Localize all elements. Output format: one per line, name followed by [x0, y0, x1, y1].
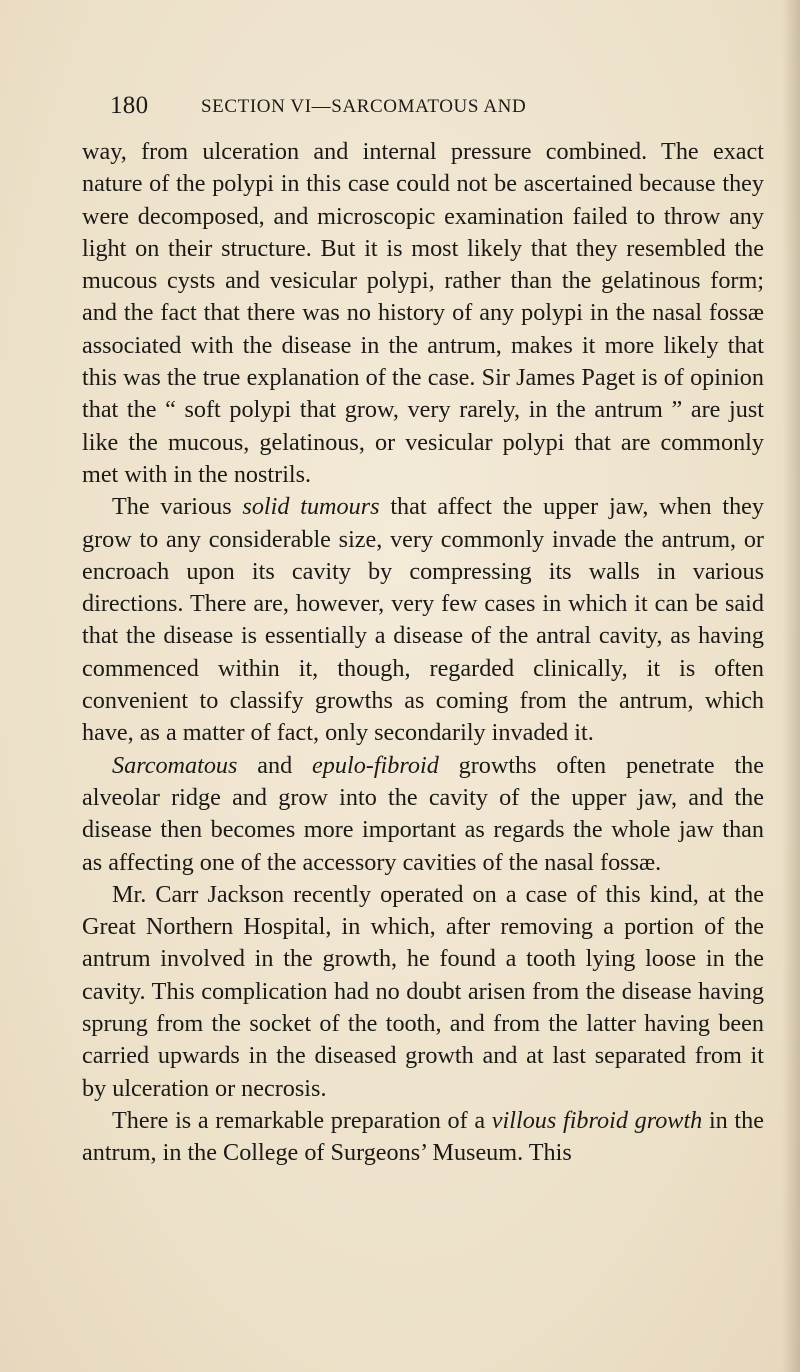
- page-edge-shadow: [782, 0, 800, 1372]
- section-title: SECTION VI—SARCOMATOUS AND: [201, 96, 527, 117]
- text-run: There is a remarkable preparation of a: [112, 1106, 492, 1134]
- text-run: Mr. Carr Jackson recently operated on a case of this kind, at the Great Northern Hospital, in which, after removing a portion of the antrum involved in the growth, he found a tooth lying loose in the cavity. This complication had no doubt arisen from the disease having sprung from the socket of the tooth, and from the latter having been carried upwards in the diseased growth and at last separated from it by ulceration or necrosis.: [82, 880, 764, 1102]
- italic-term: epulo-fibroid: [312, 751, 439, 779]
- paragraph: [82, 879, 764, 1105]
- text-run: way, from ulceration and internal pressure combined. The exact nature of the polypi in this case could not be ascertained because they were decomposed, and microscopic examination failed to throw any light on their structure. But it is most likely that they resembled the mucous cysts and vesicular polypi, rather than the gelatinous form; and the fact that there was no history of any polypi in the nasal fossæ associated with the disease in the antrum, makes it more likely that this was the true explanation of the case. Sir James Paget is of opinion that the “ soft polypi that grow, very rarely, in the antrum ” are just like the mucous, gelatinous, or vesicular polypi that are commonly met with in the nostrils.: [82, 138, 764, 488]
- running-head: [110, 92, 750, 122]
- paragraph: [82, 1105, 764, 1170]
- page-number: 180: [110, 92, 149, 119]
- text-run: growths often penetrate the alveolar ridge and grow into the cavity of the upper jaw, and the disease then becomes more important as regards the whole jaw than as affecting one of the accessory cavities of the nasal fossæ.: [82, 751, 764, 876]
- paragraph: [82, 136, 764, 491]
- text-run: that affect the upper jaw, when they grow to any considerable size, very commonly invade the antrum, or encroach upon its cavity by compressing its walls in various directions. There are, however, very few cases in which it can be said that the disease is essentially a disease of the antral cavity, as having commenced within it, though, regarded clinically, it is often convenient to classify growths as coming from the antrum, which have, as a matter of fact, only secondarily invaded it.: [82, 493, 765, 747]
- paragraph: [82, 491, 764, 749]
- italic-term: villous fibroid growth: [491, 1106, 703, 1134]
- italic-term: solid tumours: [242, 493, 380, 521]
- text-run: and: [237, 751, 313, 779]
- italic-term: Sarcomatous: [112, 751, 238, 779]
- paragraph: [82, 750, 764, 879]
- text-run: in the antrum, in the College of Surgeons’ Museum. This: [82, 1106, 764, 1167]
- text-run: The various: [112, 493, 243, 521]
- body-text: [82, 136, 764, 1170]
